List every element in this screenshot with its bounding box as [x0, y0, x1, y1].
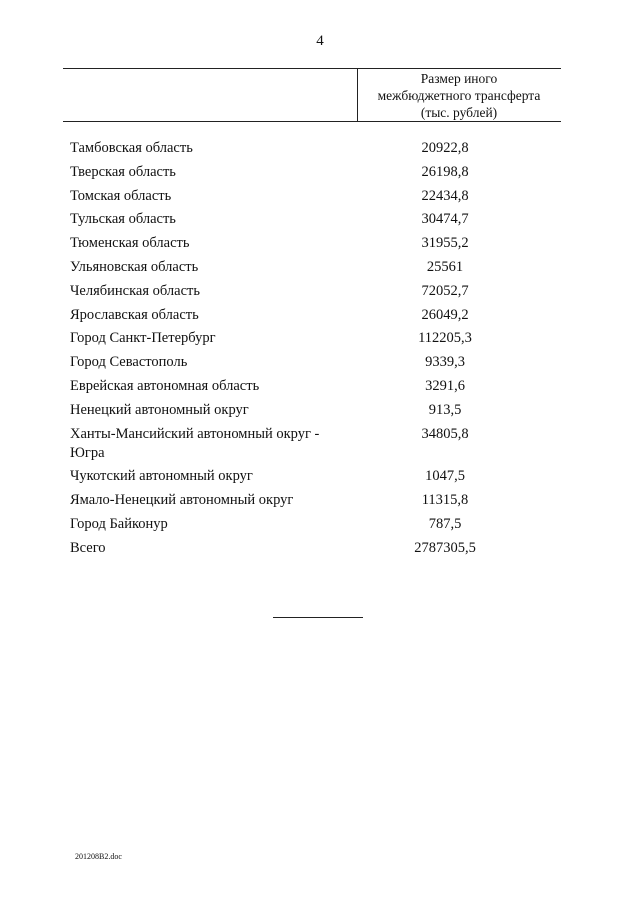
table-row	[70, 467, 550, 486]
transfer-value: 30474,7	[421, 211, 469, 228]
region-name	[70, 282, 365, 301]
transfer-value: 72052,7	[421, 282, 469, 299]
region-name-line: Всего	[70, 539, 106, 556]
region-name	[70, 353, 365, 372]
region-name-line: Ульяновская область	[70, 258, 199, 275]
table-row	[70, 425, 550, 463]
region-name-line: Ненецкий автономный округ	[70, 401, 249, 418]
region-name	[70, 329, 365, 348]
transfer-value: 26198,8	[421, 163, 469, 180]
table-row	[70, 210, 550, 229]
transfer-value: 34805,8	[421, 425, 469, 442]
transfer-value: 20922,8	[421, 140, 469, 156]
table-row	[70, 539, 550, 558]
transfer-value: 1047,5	[425, 468, 465, 485]
region-name-line: Ярославская область	[70, 306, 199, 323]
transfer-value: 787,5	[428, 515, 462, 532]
region-name-line: Тамбовская область	[70, 140, 193, 156]
table-row	[70, 163, 550, 182]
table-row	[70, 401, 550, 420]
page-number: 4	[316, 33, 324, 49]
transfer-value: 913,5	[428, 401, 462, 418]
region-name	[70, 306, 365, 325]
region-name-line: Тюменская область	[70, 235, 190, 252]
transfer-value: 25561	[426, 258, 464, 275]
table-row	[70, 491, 550, 510]
region-name	[70, 234, 365, 253]
region-name	[70, 163, 365, 182]
column-header-line3: (тыс. рублей)	[420, 105, 498, 120]
footer-filename: 201208B2.doc	[75, 852, 122, 861]
region-name	[70, 139, 365, 158]
table-header-rule	[63, 121, 561, 122]
region-name	[70, 425, 365, 463]
column-header-line1: Размер иного	[420, 71, 498, 86]
region-name-line: Город Санкт-Петербург	[70, 330, 216, 347]
transfer-value: 2787305,5	[414, 539, 476, 556]
transfer-table	[70, 139, 550, 563]
region-name-line: Город Севастополь	[70, 354, 188, 371]
column-header	[357, 70, 561, 121]
table-row	[70, 377, 550, 396]
region-name	[70, 187, 365, 206]
table-top-rule	[63, 68, 561, 69]
end-rule	[273, 617, 363, 618]
region-name-line: Еврейская автономная область	[70, 377, 260, 394]
table-row	[70, 234, 550, 253]
table-row	[70, 187, 550, 206]
region-name-line: Челябинская область	[70, 282, 200, 299]
transfer-value: 31955,2	[421, 235, 469, 252]
region-name	[70, 467, 365, 486]
region-name-line: Ямало-Ненецкий автономный округ	[70, 492, 294, 509]
table-row	[70, 258, 550, 277]
region-name	[70, 401, 365, 420]
table-row	[70, 353, 550, 372]
region-name-line: Томская область	[70, 187, 172, 204]
table-row	[70, 329, 550, 348]
region-name	[70, 491, 365, 510]
region-name-line: Югра	[70, 444, 105, 461]
region-name	[70, 515, 365, 534]
table-row	[70, 282, 550, 301]
table-row	[70, 515, 550, 534]
transfer-value: 9339,3	[425, 354, 465, 371]
region-name-line: Город Байконур	[70, 515, 168, 532]
region-name	[70, 210, 365, 229]
table-row	[70, 139, 550, 158]
transfer-value: 26049,2	[421, 306, 469, 323]
region-name	[70, 377, 365, 396]
transfer-value: 112205,3	[418, 330, 472, 347]
transfer-value: 3291,6	[425, 377, 465, 394]
transfer-value: 22434,8	[421, 187, 469, 204]
column-header-line2: межбюджетного трансферта	[377, 88, 541, 103]
region-name-line: Тульская область	[70, 211, 176, 228]
region-name-line: Тверская область	[70, 163, 176, 180]
transfer-value: 11315,8	[421, 492, 469, 509]
region-name	[70, 539, 365, 558]
region-name-line: Чукотский автономный округ	[70, 468, 253, 485]
table-row	[70, 306, 550, 325]
region-name	[70, 258, 365, 277]
region-name-line: Ханты-Мансийский автономный округ -	[70, 425, 320, 442]
